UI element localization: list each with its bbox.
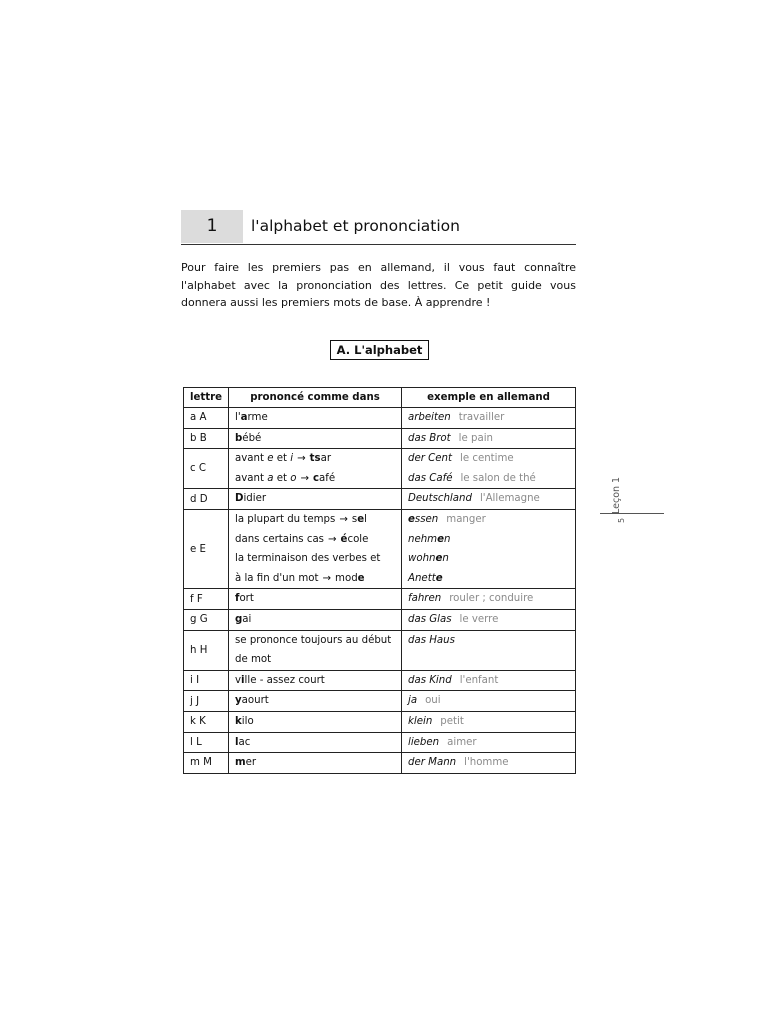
side-tab xyxy=(600,470,664,530)
text-segment: ort xyxy=(239,593,254,605)
text-segment: ai xyxy=(242,613,252,625)
text-segment: i xyxy=(290,453,294,465)
german-word: fahren xyxy=(408,593,442,605)
text-segment: s xyxy=(351,513,358,525)
pron-line xyxy=(235,650,401,670)
text-segment: dans certains cas xyxy=(235,533,324,545)
french-translation: oui xyxy=(425,695,441,707)
table-row xyxy=(184,711,576,732)
ex-line xyxy=(408,489,575,509)
text-segment: afé xyxy=(319,472,336,484)
text-segment: c xyxy=(313,472,320,484)
french-translation: le pain xyxy=(458,432,494,444)
french-translation: le salon de thé xyxy=(460,472,536,484)
table-row xyxy=(184,408,576,429)
ex-line xyxy=(408,449,575,469)
page-number: 5 xyxy=(617,517,627,524)
french-translation: l'homme xyxy=(464,757,509,769)
column-header-letter: lettre xyxy=(184,388,229,408)
german-word: das Café xyxy=(408,472,453,484)
table-row xyxy=(184,670,576,691)
pron-line xyxy=(235,691,401,711)
text-segment: ilo xyxy=(241,715,254,727)
pron-line xyxy=(235,589,401,609)
text-segment: de mot xyxy=(235,654,272,666)
letter-cell: i I xyxy=(184,670,229,691)
ex-line xyxy=(408,753,575,773)
german-word: e xyxy=(437,533,445,545)
german-word: e xyxy=(435,553,443,565)
french-translation: manger xyxy=(446,513,486,525)
ex-line xyxy=(408,569,575,589)
pron-line xyxy=(235,712,401,732)
ex-line xyxy=(408,712,575,732)
letter-cell: k K xyxy=(184,711,229,732)
ex-line xyxy=(408,733,575,753)
ex-line xyxy=(408,589,575,609)
ex-line xyxy=(408,549,575,569)
pron-line xyxy=(235,510,401,530)
german-word: Deutschland xyxy=(408,493,472,505)
german-word: e xyxy=(435,572,443,584)
table-row xyxy=(184,630,576,670)
example-cell xyxy=(402,691,576,712)
chapter-title: l'alphabet et prononciation xyxy=(251,217,460,235)
table-row xyxy=(184,509,576,588)
text-segment: se prononce toujours au début xyxy=(235,634,392,646)
text-segment: é xyxy=(340,533,348,545)
ex-line xyxy=(408,469,575,489)
arrow-icon: → xyxy=(297,453,306,465)
pron-line xyxy=(235,671,401,691)
side-tab-divider xyxy=(600,513,664,514)
arrow-icon: → xyxy=(339,513,348,525)
ex-line xyxy=(408,631,575,651)
ex-line xyxy=(408,408,575,428)
pronunciation-cell xyxy=(229,449,402,489)
text-segment: i xyxy=(241,674,245,686)
table-row xyxy=(184,732,576,753)
ex-line xyxy=(408,429,575,449)
text-segment: b xyxy=(235,432,243,444)
pronunciation-cell xyxy=(229,732,402,753)
letter-cell: l L xyxy=(184,732,229,753)
text-segment: v xyxy=(235,674,242,686)
arrow-icon: → xyxy=(322,572,332,584)
pron-line xyxy=(235,733,401,753)
example-cell xyxy=(402,630,576,670)
text-segment: cole xyxy=(347,533,369,545)
letter-cell: g G xyxy=(184,609,229,630)
pronunciation-cell xyxy=(229,589,402,610)
text-segment: er xyxy=(245,757,257,769)
ex-line xyxy=(408,610,575,630)
example-cell xyxy=(402,428,576,449)
text-segment: mod xyxy=(335,572,358,584)
text-segment: la plupart du temps xyxy=(235,513,336,525)
text-segment: et xyxy=(273,453,291,465)
text-segment: e xyxy=(357,513,365,525)
french-translation: rouler ; conduire xyxy=(449,593,534,605)
text-segment: e xyxy=(267,453,274,465)
text-segment: a xyxy=(240,412,248,423)
text-segment: f xyxy=(235,593,240,605)
example-cell xyxy=(402,609,576,630)
text-segment: ébé xyxy=(242,432,262,444)
text-segment: y xyxy=(235,695,242,707)
french-translation: travailler xyxy=(458,412,505,423)
ex-line xyxy=(408,671,575,691)
text-segment: avant xyxy=(235,453,268,465)
pronunciation-cell xyxy=(229,670,402,691)
german-word: n xyxy=(442,553,449,565)
arrow-icon: → xyxy=(328,533,337,545)
german-word: n xyxy=(444,533,451,545)
text-segment: l xyxy=(364,513,367,525)
ex-line xyxy=(408,510,575,530)
letter-cell: a A xyxy=(184,408,229,429)
text-segment: l' xyxy=(235,412,241,423)
table-row xyxy=(184,428,576,449)
german-word: arbeiten xyxy=(408,412,451,423)
example-cell xyxy=(402,589,576,610)
german-word: das Kind xyxy=(408,674,452,686)
pron-line xyxy=(235,610,401,630)
text-segment: ar xyxy=(320,453,332,465)
text-segment: rme xyxy=(247,412,268,423)
german-word: e xyxy=(408,513,415,525)
french-translation: le verre xyxy=(459,613,499,625)
letter-cell: m M xyxy=(184,753,229,774)
text-segment: à la fin d'un mot xyxy=(235,572,319,584)
column-header-pronunciation: prononcé comme dans xyxy=(229,388,402,408)
lesson-label: Leçon 1 xyxy=(611,476,622,514)
column-header-example: exemple en allemand xyxy=(402,388,576,408)
example-cell xyxy=(402,489,576,510)
text-segment: ts xyxy=(309,453,321,465)
german-word: ssen xyxy=(414,513,439,525)
pron-line xyxy=(235,449,401,469)
example-cell xyxy=(402,509,576,588)
french-translation: l'Allemagne xyxy=(479,493,540,505)
german-word: der Mann xyxy=(408,757,457,769)
pron-line xyxy=(235,753,401,773)
pron-line xyxy=(235,631,401,651)
german-word: das Brot xyxy=(408,432,451,444)
pronunciation-cell xyxy=(229,711,402,732)
text-segment: l xyxy=(235,736,239,748)
pronunciation-cell xyxy=(229,428,402,449)
german-word: wohn xyxy=(408,553,436,565)
german-word: ja xyxy=(408,695,418,707)
alphabet-table xyxy=(183,387,576,774)
pron-line xyxy=(235,569,401,589)
table-row xyxy=(184,691,576,712)
french-translation: le centime xyxy=(460,453,514,465)
french-translation: petit xyxy=(440,715,464,727)
text-segment: la terminaison des verbes et xyxy=(235,553,381,565)
pronunciation-cell xyxy=(229,691,402,712)
example-cell xyxy=(402,408,576,429)
german-word: Anett xyxy=(408,572,436,584)
pron-line xyxy=(235,429,401,449)
example-cell xyxy=(402,449,576,489)
text-segment: e xyxy=(357,572,365,584)
text-segment: aourt xyxy=(241,695,269,707)
letter-cell: f F xyxy=(184,589,229,610)
pron-line xyxy=(235,530,401,550)
german-word: nehm xyxy=(408,533,438,545)
letter-cell: j J xyxy=(184,691,229,712)
chapter-header xyxy=(181,210,576,245)
table-row xyxy=(184,589,576,610)
table-row xyxy=(184,609,576,630)
example-cell xyxy=(402,711,576,732)
pron-line xyxy=(235,549,401,569)
pron-line xyxy=(235,408,401,428)
letter-cell: c C xyxy=(184,449,229,489)
text-segment: ac xyxy=(238,736,251,748)
text-segment: lle - assez court xyxy=(244,674,325,686)
table-body xyxy=(184,408,576,774)
letter-cell: e E xyxy=(184,509,229,588)
french-translation: aimer xyxy=(447,736,477,748)
german-word: lieben xyxy=(408,736,440,748)
pronunciation-cell xyxy=(229,630,402,670)
text-segment: a xyxy=(267,472,274,484)
pron-line xyxy=(235,489,401,509)
example-cell xyxy=(402,732,576,753)
pronunciation-cell xyxy=(229,408,402,429)
pronunciation-cell xyxy=(229,753,402,774)
pronunciation-cell xyxy=(229,489,402,510)
arrow-icon: → xyxy=(300,472,309,484)
ex-line xyxy=(408,530,575,550)
text-segment: k xyxy=(235,715,242,727)
text-segment: idier xyxy=(243,493,267,505)
letter-cell: h H xyxy=(184,630,229,670)
text-segment: g xyxy=(235,613,243,625)
text-segment: m xyxy=(235,757,246,769)
text-segment: avant xyxy=(235,472,268,484)
german-word: klein xyxy=(408,715,433,727)
example-cell xyxy=(402,753,576,774)
letter-cell: d D xyxy=(184,489,229,510)
table-row xyxy=(184,753,576,774)
example-cell xyxy=(402,670,576,691)
ex-line xyxy=(408,650,575,670)
intro-paragraph: Pour faire les premiers pas en allemand, il vous faut connaître l'alphabet avec la prononciation des lettres. Ce petit guide vous donnera aussi les premiers mots de base. À apprendre ! xyxy=(181,261,576,309)
german-word: das Haus xyxy=(408,634,455,646)
pron-line xyxy=(235,469,401,489)
pronunciation-cell xyxy=(229,609,402,630)
table-row xyxy=(184,489,576,510)
chapter-number: 1 xyxy=(181,210,243,243)
german-word: das Glas xyxy=(408,613,452,625)
pronunciation-cell xyxy=(229,509,402,588)
table-header-row xyxy=(184,388,576,408)
section-title: A. L'alphabet xyxy=(330,340,429,360)
text-segment: D xyxy=(235,493,244,505)
letter-cell: b B xyxy=(184,428,229,449)
german-word: der Cent xyxy=(408,453,452,465)
ex-line xyxy=(408,691,575,711)
table-row xyxy=(184,449,576,489)
text-segment: o xyxy=(290,472,297,484)
french-translation: l'enfant xyxy=(459,674,499,686)
text-segment: et xyxy=(273,472,291,484)
